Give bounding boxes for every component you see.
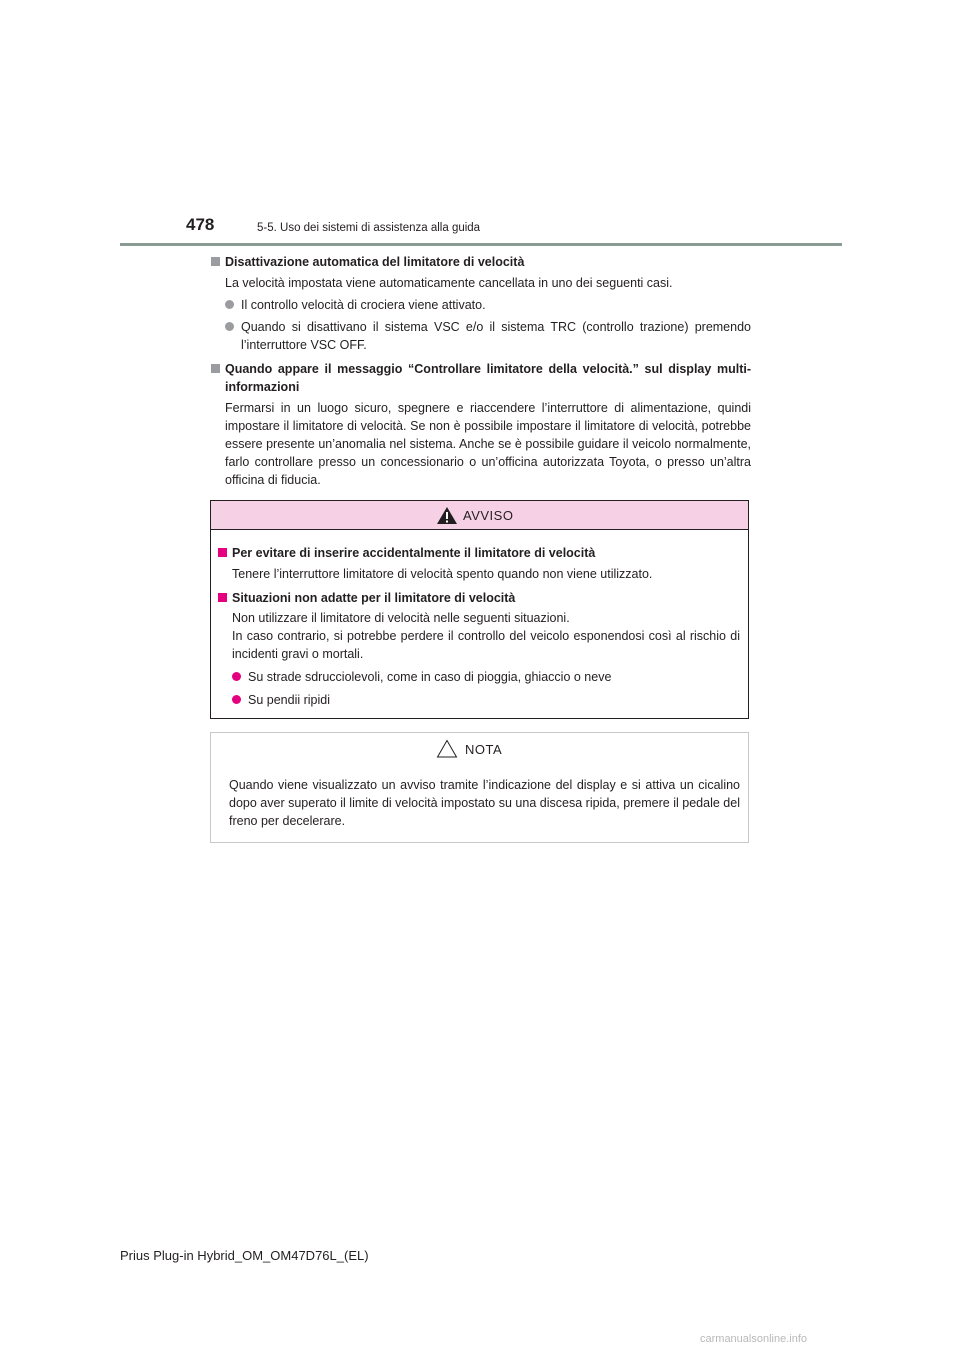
subsection-heading bbox=[210, 360, 751, 396]
warning-item-title: Per evitare di inserire accidentalmente il limitatore di velocità bbox=[232, 546, 596, 560]
circle-bullet-icon bbox=[225, 300, 234, 309]
square-bullet-icon bbox=[218, 593, 227, 602]
list-item bbox=[210, 296, 751, 314]
page-header bbox=[0, 0, 960, 260]
caution-triangle-icon bbox=[436, 739, 458, 758]
warning-item-heading bbox=[217, 589, 740, 607]
circle-bullet-icon bbox=[232, 695, 241, 704]
list-item-text: Su pendii ripidi bbox=[248, 693, 330, 707]
header-divider bbox=[120, 243, 842, 246]
warning-title: AVVISO bbox=[463, 508, 514, 523]
warning-text: In caso contrario, si potrebbe perdere il controllo del veicolo esponendosi così al rischio di incidenti gravi o mortali. bbox=[232, 629, 740, 661]
warning-list-item bbox=[217, 668, 740, 686]
subsection-title: Quando appare il messaggio “Controllare limitatore della velocità.” sul display multi-informazioni bbox=[225, 362, 751, 394]
square-bullet-icon bbox=[211, 257, 220, 266]
warning-header bbox=[211, 501, 748, 530]
subsection-heading bbox=[210, 253, 751, 271]
square-bullet-icon bbox=[211, 364, 220, 373]
warning-item-title: Situazioni non adatte per il limitatore di velocità bbox=[232, 591, 516, 605]
list-item-text: Il controllo velocità di crociera viene attivato. bbox=[241, 298, 486, 312]
warning-text: Non utilizzare il limitatore di velocità nelle seguenti situazioni. bbox=[232, 611, 570, 625]
main-content bbox=[210, 253, 751, 489]
list-item-text: Quando si disattivano il sistema VSC e/o il sistema TRC (controllo trazione) premendo l’interruttore VSC OFF. bbox=[241, 320, 751, 352]
warning-item-heading bbox=[217, 544, 740, 562]
note-text: Quando viene visualizzato un avviso tramite l’indicazione del display e si attiva un cicalino dopo aver superato il limite di velocità impostato su una discesa ripida, premere il pedale del freno per decelerare. bbox=[229, 778, 740, 828]
warning-text: Tenere l’interruttore limitatore di velocità spento quando non viene utilizzato. bbox=[232, 567, 653, 581]
square-bullet-icon bbox=[218, 548, 227, 557]
subsection-title: Disattivazione automatica del limitatore di velocità bbox=[225, 255, 525, 269]
warning-list-item bbox=[217, 691, 740, 709]
warning-box bbox=[210, 500, 749, 719]
circle-bullet-icon bbox=[225, 322, 234, 331]
warning-triangle-icon bbox=[436, 506, 458, 525]
page-footer: Prius Plug-in Hybrid_OM_OM47D76L_(EL) bbox=[120, 1248, 369, 1263]
warning-body bbox=[211, 530, 748, 709]
note-title: NOTA bbox=[465, 742, 503, 757]
list-item-text: Su strade sdrucciolevoli, come in caso di pioggia, ghiaccio o neve bbox=[248, 670, 612, 684]
paragraph: La velocità impostata viene automaticamente cancellata in uno dei seguenti casi. bbox=[225, 276, 673, 290]
watermark: carmanualsonline.info bbox=[700, 1333, 808, 1345]
page-number: 478 bbox=[186, 215, 215, 234]
paragraph: Fermarsi in un luogo sicuro, spegnere e riaccendere l’interruttore di alimentazione, quindi impostare il limitatore di velocità. Se non è possibile impostare il limitatore di velocità, potrebbe essere presente un’anomalia nel sistema. Anche se è possibile guidare il veicolo normalmente, farlo controllare presso un concessionario o un’officina autorizzata Toyota, o presso un’altra officina di fiducia. bbox=[225, 401, 751, 487]
list-item bbox=[210, 318, 751, 354]
section-title: 5-5. Uso dei sistemi di assistenza alla guida bbox=[257, 222, 481, 234]
note-box bbox=[210, 732, 749, 843]
circle-bullet-icon bbox=[232, 672, 241, 681]
